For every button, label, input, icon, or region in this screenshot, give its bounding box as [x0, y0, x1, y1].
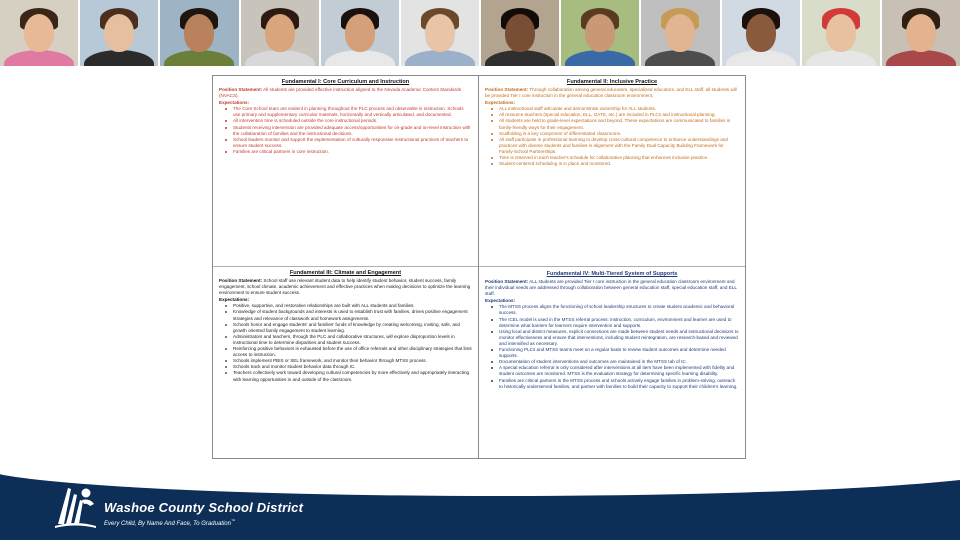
student-photo-3 — [160, 0, 238, 66]
student-photo-1 — [0, 0, 78, 66]
expectations-label: Expectations: — [485, 298, 516, 304]
list-item: A special education referral is only considered after interventions at all tiers have been implemented with fidelity and student outcomes are monitored. MTSS is the evaluation strategy for determining specific learning disability. — [499, 365, 739, 377]
list-item: Schools track and monitor student behavior data through IC. — [233, 364, 472, 370]
student-photo-7 — [481, 0, 559, 66]
tagline-text: Every Child, By Name And Face, To Graduation — [104, 521, 231, 527]
list-item: Knowledge of student backgrounds and interests is used to establish trust with families, drives positive engagement strategies and relevance of classwork and homework assignments. — [233, 309, 472, 321]
section-title: Fundamental IV: Multi-Tiered System of Supports — [546, 271, 678, 277]
photo-shoulders — [645, 50, 715, 66]
list-item: Administrators and teachers, through the PLC and collaborative structures, will explore disproportion levels in instructional time to determine disparities and student success. — [233, 334, 472, 346]
section-title: Fundamental I: Core Curriculum and Instruction — [281, 79, 410, 85]
student-photo-9 — [641, 0, 719, 66]
student-photo-2 — [80, 0, 158, 66]
photo-shoulders — [4, 50, 74, 66]
position-label: Position Statement: — [219, 278, 263, 283]
student-photo-strip — [0, 0, 960, 66]
list-item: Student-centered scheduling is in place and monitored. — [499, 161, 739, 167]
fundamental-mtss — [479, 267, 745, 458]
list-item: Scaffolding is a key component of differentiated classrooms. — [499, 131, 739, 137]
photo-face — [585, 14, 615, 52]
section-title: Fundamental III: Climate and Engagement — [289, 270, 402, 276]
position-text: Through collaboration among general educators, specialized educators, and ELL staff, all students will be provided Tier I core instruction in the general education classroom environment. — [485, 87, 737, 99]
photo-shoulders — [405, 50, 475, 66]
list-item: The ICEL model is used in the MTSS referral process: instruction, curriculum, environment and learner are used to determine what barriers for learners require intervention and supports. — [499, 317, 739, 329]
footer-banner — [0, 466, 960, 540]
photo-face — [425, 14, 455, 52]
figure-with-tree-logo-icon — [52, 480, 98, 530]
position-statement — [219, 278, 472, 296]
photo-shoulders — [245, 50, 315, 66]
photo-shoulders — [726, 50, 796, 66]
student-photo-6 — [401, 0, 479, 66]
position-text: All students are provided effective instruction aligned to the Nevada Academic Content Standards (NVACS). — [219, 87, 461, 99]
list-item: Functioning PLCs and MTSS teams meet on a regular basis to review student outcomes and determine needed supports. — [499, 347, 739, 359]
tagline — [104, 517, 235, 528]
fundamental-climate-engagement — [213, 267, 479, 458]
student-photo-8 — [561, 0, 639, 66]
org-name: Washoe County School District — [104, 500, 304, 515]
position-label: Position Statement: — [219, 87, 263, 92]
list-item: Documentation of student interventions and outcomes are maintained in the MTSS tab of IC. — [499, 359, 739, 365]
expectations-label: Expectations: — [219, 100, 250, 106]
list-item: All students are held to grade-level expectations and beyond. These expectations are communicated to families in family-friendly ways for their engagement. — [499, 118, 739, 130]
expectations-label: Expectations: — [219, 297, 250, 303]
student-photo-12 — [882, 0, 960, 66]
photo-face — [505, 14, 535, 52]
fundamentals-document — [212, 75, 746, 459]
student-photo-4 — [241, 0, 319, 66]
expectations-list — [485, 106, 739, 167]
section-title: Fundamental II: Inclusive Practice — [566, 79, 658, 85]
list-item: Time is reserved in each teacher's schedule for collaborative planning that enhances inclusive practice. — [499, 155, 739, 161]
list-item: All staff participate in professional learning to develop cross-cultural competence to enhance understandings and practices with diverse students and families in alignment with the Family Dual Capacity Building Framework for Family-School Partnerships. — [499, 137, 739, 155]
list-item: Families are critical partners in the MTSS process and schools actively engage families in problem-solving, outreach to historically underserved families, and partner with families to build their capacity to support their children's learning. — [499, 377, 738, 389]
list-item: Families are critical partners in core instruction. — [233, 149, 472, 155]
photo-face — [104, 14, 134, 52]
expectations-list — [219, 106, 472, 155]
list-item: All resource teachers (special education, ELL, GATE, etc.) are included in PLCs and instructional planning. — [499, 112, 739, 118]
list-item: Students receiving intervention are provided adequate access/opportunities for on-grade and on-level instruction with the collaboration of families and the instructional decisions. — [233, 124, 471, 136]
list-item: Schools honor and engage students' and families' funds of knowledge by creating welcoming, inviting, safe, and growth oriented family engagement to student learning. — [233, 322, 472, 334]
trademark-mark: ™ — [230, 518, 235, 523]
photo-shoulders — [485, 50, 555, 66]
list-item: School leaders monitor and support the implementation of culturally responsive instructional practices of teachers to ensure student success. — [233, 137, 472, 149]
position-statement — [485, 279, 739, 297]
photo-shoulders — [164, 50, 234, 66]
photo-shoulders — [84, 50, 154, 66]
position-label: Position Statement: — [485, 279, 529, 284]
student-photo-5 — [321, 0, 399, 66]
photo-face — [184, 14, 214, 52]
list-item: The Core School team are evident in planning throughout the PLC process and observable in instruction. Schools use primary and supplementary curricular materials, horizontally and vertically articulated, and documented. — [233, 106, 472, 118]
photo-face — [826, 14, 856, 52]
list-item: All intervention time is scheduled outside the core instructional periods. — [233, 118, 472, 124]
photo-face — [746, 14, 776, 52]
position-text: School staff use relevant student data to help identify student behavior, student success, family engagement, school climate, academic achievement and effective practices when making decisions to optimize the learning environment to ensure student success. — [219, 278, 471, 296]
photo-shoulders — [565, 50, 635, 66]
list-item: Using local and district measures, explicit connections are made between student needs and instructional decisions to monitor effectiveness and ensure that interventions, including student reintegration, are research-based and reviewed and intensified as necessary. — [499, 328, 739, 346]
list-item: Teachers collectively work toward developing cultural competencies by more effectively and appropriately interacting with learning opportunities in and outside of the classroom. — [233, 370, 472, 382]
expectations-label: Expectations: — [485, 100, 516, 106]
student-photo-10 — [722, 0, 800, 66]
expectations-list — [219, 303, 472, 382]
fundamental-core-curriculum — [213, 76, 479, 267]
footer-swoosh — [0, 466, 960, 496]
position-statement — [485, 87, 739, 99]
photo-face — [906, 14, 936, 52]
photo-face — [665, 14, 695, 52]
list-item: Positive, supportive, and restorative relationships are built with ALL students and families. — [233, 303, 472, 309]
list-item: ALL instructional staff articulate and demonstrate ownership for ALL students. — [499, 106, 739, 112]
list-item: Schools implement PBIS or SEL framework, and monitor their behavior through MTSS process. — [233, 358, 472, 364]
photo-face — [24, 14, 54, 52]
photo-shoulders — [806, 50, 876, 66]
photo-face — [345, 14, 375, 52]
student-photo-11 — [802, 0, 880, 66]
photo-face — [265, 14, 295, 52]
list-item: The MTSS process aligns the functioning of school leadership structures to create student academic and behavioral success. — [499, 304, 739, 316]
list-item: Reinforcing positive behaviors is exhausted before the use of office referrals and other disciplinary strategies that limit access to instruction. — [233, 346, 472, 358]
expectations-list — [485, 304, 739, 389]
position-statement — [219, 87, 472, 99]
photo-shoulders — [886, 50, 956, 66]
photo-shoulders — [325, 50, 395, 66]
position-label: Position Statement: — [485, 87, 529, 92]
fundamental-inclusive-practice — [479, 76, 745, 267]
position-text: ALL students are provided Tier I core instruction in the general education classroom environment and their individual needs are addressed through collaboration between general education staff, special education staff, and ELL staff. — [485, 279, 737, 297]
